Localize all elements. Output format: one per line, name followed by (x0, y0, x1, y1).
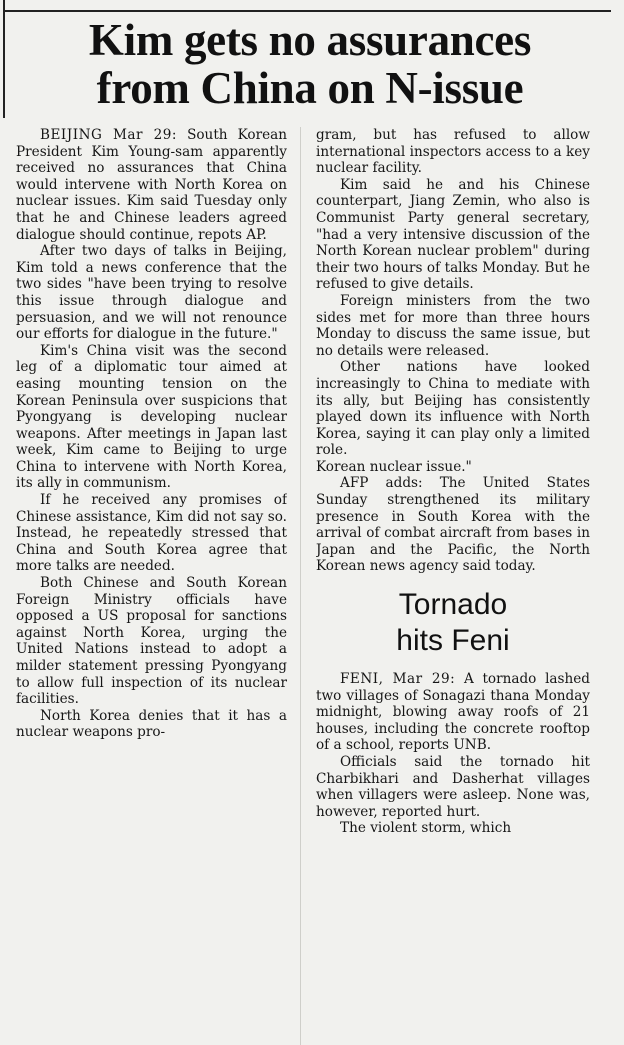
paragraph: Foreign ministers from the two sides met for more than three hours Monday to discuss the same issue, but no details were released. (316, 292, 590, 359)
paragraph: Other nations have looked increasingly to China to mediate with its ally, but Beijing has consistently played down its influence with North Korea, saying it can play only a limited role. (316, 359, 590, 459)
paragraph: Kim said he and his Chinese counterpart, Jiang Zemin, who also is Communist Party general secretary, "had a very intensive discussion of the North Korean nuclear problem" during their two hours of talks Monday. But he refused to give details. (316, 176, 590, 293)
frame-rule-left (3, 0, 5, 118)
tornado-dateline: FENI, Mar 29: (340, 671, 456, 688)
headline-line-1: Kim gets no assurances (88, 15, 532, 65)
paragraph: If he received any promises of Chinese assistance, Kim did not say so. Instead, he repeatedly stressed that China and South Korea agree that more talks are needed. (16, 492, 287, 575)
tornado-lead-paragraph (316, 671, 590, 754)
paragraph: North Korea denies that it has a nuclear weapons pro- (16, 707, 287, 741)
paragraph-continued: gram, but has refused to allow international inspectors access to a key nuclear facility. (316, 127, 590, 177)
paragraph: Kim's China visit was the second leg of a diplomatic tour aimed at easing mounting tension on the Korean Peninsula over suspicions that Pyongyang is developing nuclear weapons. After meetings in Japan last week, Kim came to Beijing to urge China to intervene with North Korea, its ally in communism. (16, 342, 287, 492)
paragraph: Both Chinese and South Korean Foreign Ministry officials have opposed a US proposal for sanctions against North Korea, urging the United Nations instead to adopt a milder statement pressing Pyongyang to allow full inspection of its nuclear facilities. (16, 575, 287, 708)
frame-rule-top (3, 10, 611, 12)
story-column-left (16, 127, 287, 1045)
tornado-headline (316, 587, 590, 659)
stray-line: Korean nuclear issue." (316, 458, 472, 475)
dateline: BEIJING Mar 29: (40, 127, 177, 143)
subhead-line-1: Tornado (398, 588, 508, 622)
paragraph-text: South Korean President Kim Young-sam apparently received no assurances that China would intervene with North Korea on nuclear issues. Kim said Tuesday only that he and Chinese leaders agreed dialogue should continue, repots AP. (16, 127, 287, 243)
subhead-line-2: hits Feni (396, 624, 510, 658)
column-divider (300, 127, 301, 1045)
lead-paragraph (16, 127, 287, 243)
paragraph: Officials said the tornado hit Charbikhari and Dasherhat villages when villagers were asleep. None was, however, reported hurt. (316, 754, 590, 820)
afp-paragraph: AFP adds: The United States Sunday strengthened its military presence in South Korea with the arrival of combat aircraft from bases in Japan and the Pacific, the North Korean news agency said today. (316, 475, 590, 575)
main-headline (6, 16, 614, 112)
headline-line-2: from China on N-issue (96, 63, 524, 113)
paragraph-text: A tornado lashed two villages of Sonagazi thana Monday midnight, blowing away roofs of 21 houses, including the concrete rooftop of a school, reports UNB. (316, 671, 590, 754)
paragraph: The violent storm, which (340, 820, 512, 837)
paragraph: After two days of talks in Beijing, Kim told a news conference that the two sides "have been trying to resolve this issue through dialogue and persuasion, and we will not renounce our efforts for dialogue in the future." (16, 243, 287, 343)
story-column-right (316, 127, 590, 1045)
